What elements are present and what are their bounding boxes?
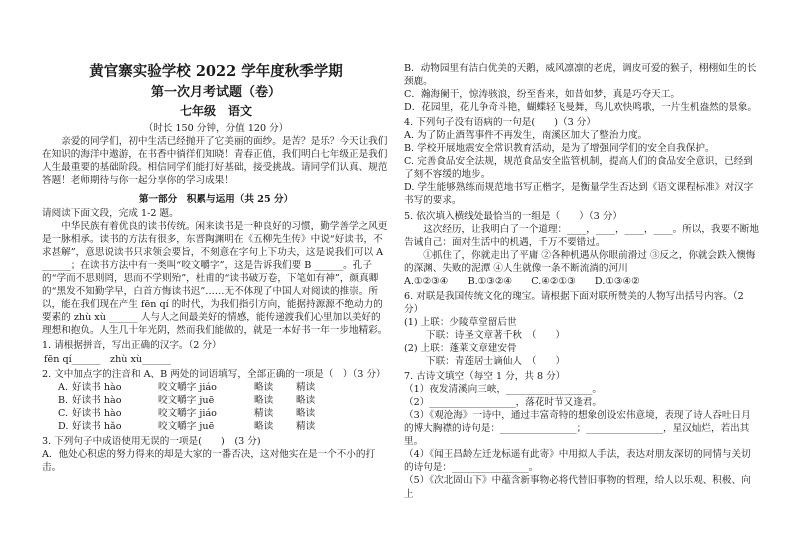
q5-options[interactable]: A.①②③④ B.①③②④ C.④②①③ D.①③④②: [404, 275, 640, 287]
q1-answer-line[interactable]: fēn qí______ zhù xù______: [44, 353, 171, 365]
q4-option-d[interactable]: D. 学生能够熟练而规范地书写正楷字，是衡量学生否达到《语文课程标准》对汉字书写的要求。: [404, 182, 754, 207]
q4-option-b[interactable]: B. 学校开展地震安全常识教育活动，是为了增强同学们的安全自我保护。: [404, 143, 715, 155]
intro-line-1: 亲爱的同学们，初中生活已经抛开了它美丽的面纱。是苦？是乐？今天让我们在知识的海洋中遨游，在书香中徜徉: [42, 135, 388, 160]
q7-item-4[interactable]: （4）《闻王昌龄左迁龙标遥有此寄》中用拟人手法，表达对朋友深切的同情与关切的诗句是：________________。: [404, 449, 751, 474]
q2-option-d[interactable]: D. 好读书 hǎo 咬文嚼字 juē 略读 精读: [58, 420, 316, 432]
q5-stem: 5. 依次填入横线处最恰当的一组是（ ）（3 分）: [404, 210, 623, 222]
q3-option-b[interactable]: B．动物园里有洁白优美的天鹅，威风凛凛的老虎，调皮可爱的猴子，栩栩如生的长颈鹿。: [404, 63, 757, 88]
time-score: （时长 150 分钟，分值 120 分）: [143, 122, 289, 134]
part1-instruction: 请阅读下面文段，完成 1-2 题。: [42, 207, 179, 219]
intro-line-2: 们知晓！青春正值，我们明白七年级正是我们人生最重要的基础阶段。相信同学们能打好基础，接受挑战。请同学们认真、规范答题！老师期待与你一起分享你的学习成果！: [42, 148, 388, 186]
q4-option-a[interactable]: A. 为了防止酒驾事件不再发生，南溪区加大了整治力度。: [404, 130, 648, 142]
q2-option-c[interactable]: C. 好读书 hào 咬文嚼字 jiáo 精读 略读: [58, 407, 316, 419]
q7-item-1[interactable]: （1）夜发清溪向三峡，__________________。: [404, 384, 602, 396]
q7-item-3[interactable]: （3）《观沧海》一诗中，通过丰富奇特的想象创设宏伟意境，表现了诗人吞吐日月的博大胸襟的诗句是：________________；________________，星汉灿烂，若出其里。: [404, 410, 751, 448]
q3-option-d[interactable]: D．花园里，花儿争奇斗艳，蝴蝶轻飞曼舞，鸟儿欢快鸣歌，一片生机盎然的景象。: [404, 102, 758, 114]
right-column: [404, 62, 760, 501]
q6-couplet-1-upper: (1) 上联：少陵草堂留后世: [404, 316, 517, 328]
exam-title: 第一次月考试题（卷）: [150, 84, 281, 100]
q7-stem: 7. 古诗文填空（每空 1 分，共 8 分）: [404, 371, 566, 383]
q3-stem: 3. 下列句子中成语使用无误的一项是( ) (3 分): [42, 435, 261, 447]
part1-heading: 第一部分 积累与运用（共 25 分）: [138, 193, 294, 205]
q4-option-c[interactable]: C. 完善食品安全法规，规范食品安全监管机制，提高人们的食品安全意识，已经到了刻不容缓的地步。: [404, 156, 753, 181]
q3-option-c[interactable]: C．瀚海阑干，惊涛骇浪，纷至沓来，如昔如梦，真是巧夺天工。: [404, 89, 680, 101]
q2-option-b[interactable]: B. 好读书 hào 咬文嚼字 juē 略读 略读: [58, 394, 316, 406]
reading-passage: 中华民族有着优良的读书传统。闲来读书是一种良好的习惯，勤学善学之风更是一脉相承。读书的方法有很多，东晋陶渊明在《五柳先生传》中说“好读书，不求甚解”，意思说读书只求领会要旨，不刻意在字句上下功夫，这是说我们可以 A ______；在读书方法中有一类叫“咬文嚼字”，这是告诉我们要 B ______。孔子的“学而不思则罔，思而不学则殆”，杜甫的“读书破万卷，下笔如有神”，颜真卿的“黑发不知勤学早，白首方悔读书迟”……无不体现了中国人对阅读的推崇。所以，能在我们现在产生 fēn qí 的时代，为我们指引方向，能据持源源不绝动力的要素的 zhù xù ______ 人与人之间最美好的情感，能传递渡我们心里加以美好的理想和抱负。人生几十年光阴，然而我们能做的，就是一本好书一年一步地精彩。: [42, 221, 388, 337]
q5-sentences: ①抓住了，你就走出了平庸 ②各种机遇从你眼前滑过 ③反之，你就会跌入懊悔的深渊、失败的泥潭 ④人生就像一条不断流淌的河川: [404, 249, 756, 274]
q1-stem: 1. 请根据拼音，写出正确的汉字。（2 分）: [42, 340, 222, 352]
school-title: 黄官寨实验学校 2022 学年度秋季学期: [89, 63, 343, 80]
q2-stem: 2. 文中加点字的注音和 A、B 两处的词语填写，全部正确的一项是（ ）（3 分）: [42, 368, 386, 380]
q5-passage: 这次经历，让我明白了一个道理：____，____，____，____。所以，我要不断地告诫自己：面对生活中的机遇，千万不要错过。: [404, 223, 759, 248]
intro-paragraph: [42, 135, 390, 187]
q7-item-2[interactable]: （2）__________________，落花时节又逢君。: [404, 397, 602, 409]
q3-option-a[interactable]: A．他处心积虑的努力得来的却是大家的一番否决，这对他实在是一个不小的打击。: [42, 448, 376, 473]
left-column: [42, 62, 390, 474]
q4-stem: 4. 下列句子没有语病的一句是( )（3 分）: [404, 117, 596, 129]
q6-stem: 6. 对联是我国传统文化的瑰宝。请根据下面对联所赞美的人物写出括号内容。（2 分）: [404, 290, 744, 315]
q6-couplet-2-upper: (2) 上联：蓬莱文章建安骨: [404, 342, 517, 354]
q6-couplet-2-lower[interactable]: 下联：青莲居士谪仙人 （ ）: [426, 356, 566, 368]
q7-item-5[interactable]: （5）《次北固山下》中蕴含新事物必将代替旧事物的哲理，给人以乐观、积极、向上: [404, 475, 751, 500]
q2-option-a[interactable]: A. 好读书 hào 咬文嚼字 jiáo 略读 精读: [58, 381, 316, 393]
grade-subject: 七年级 语文: [179, 104, 252, 119]
q6-couplet-1-lower[interactable]: 下联：诗圣文章著千秋 （ ）: [426, 329, 566, 341]
